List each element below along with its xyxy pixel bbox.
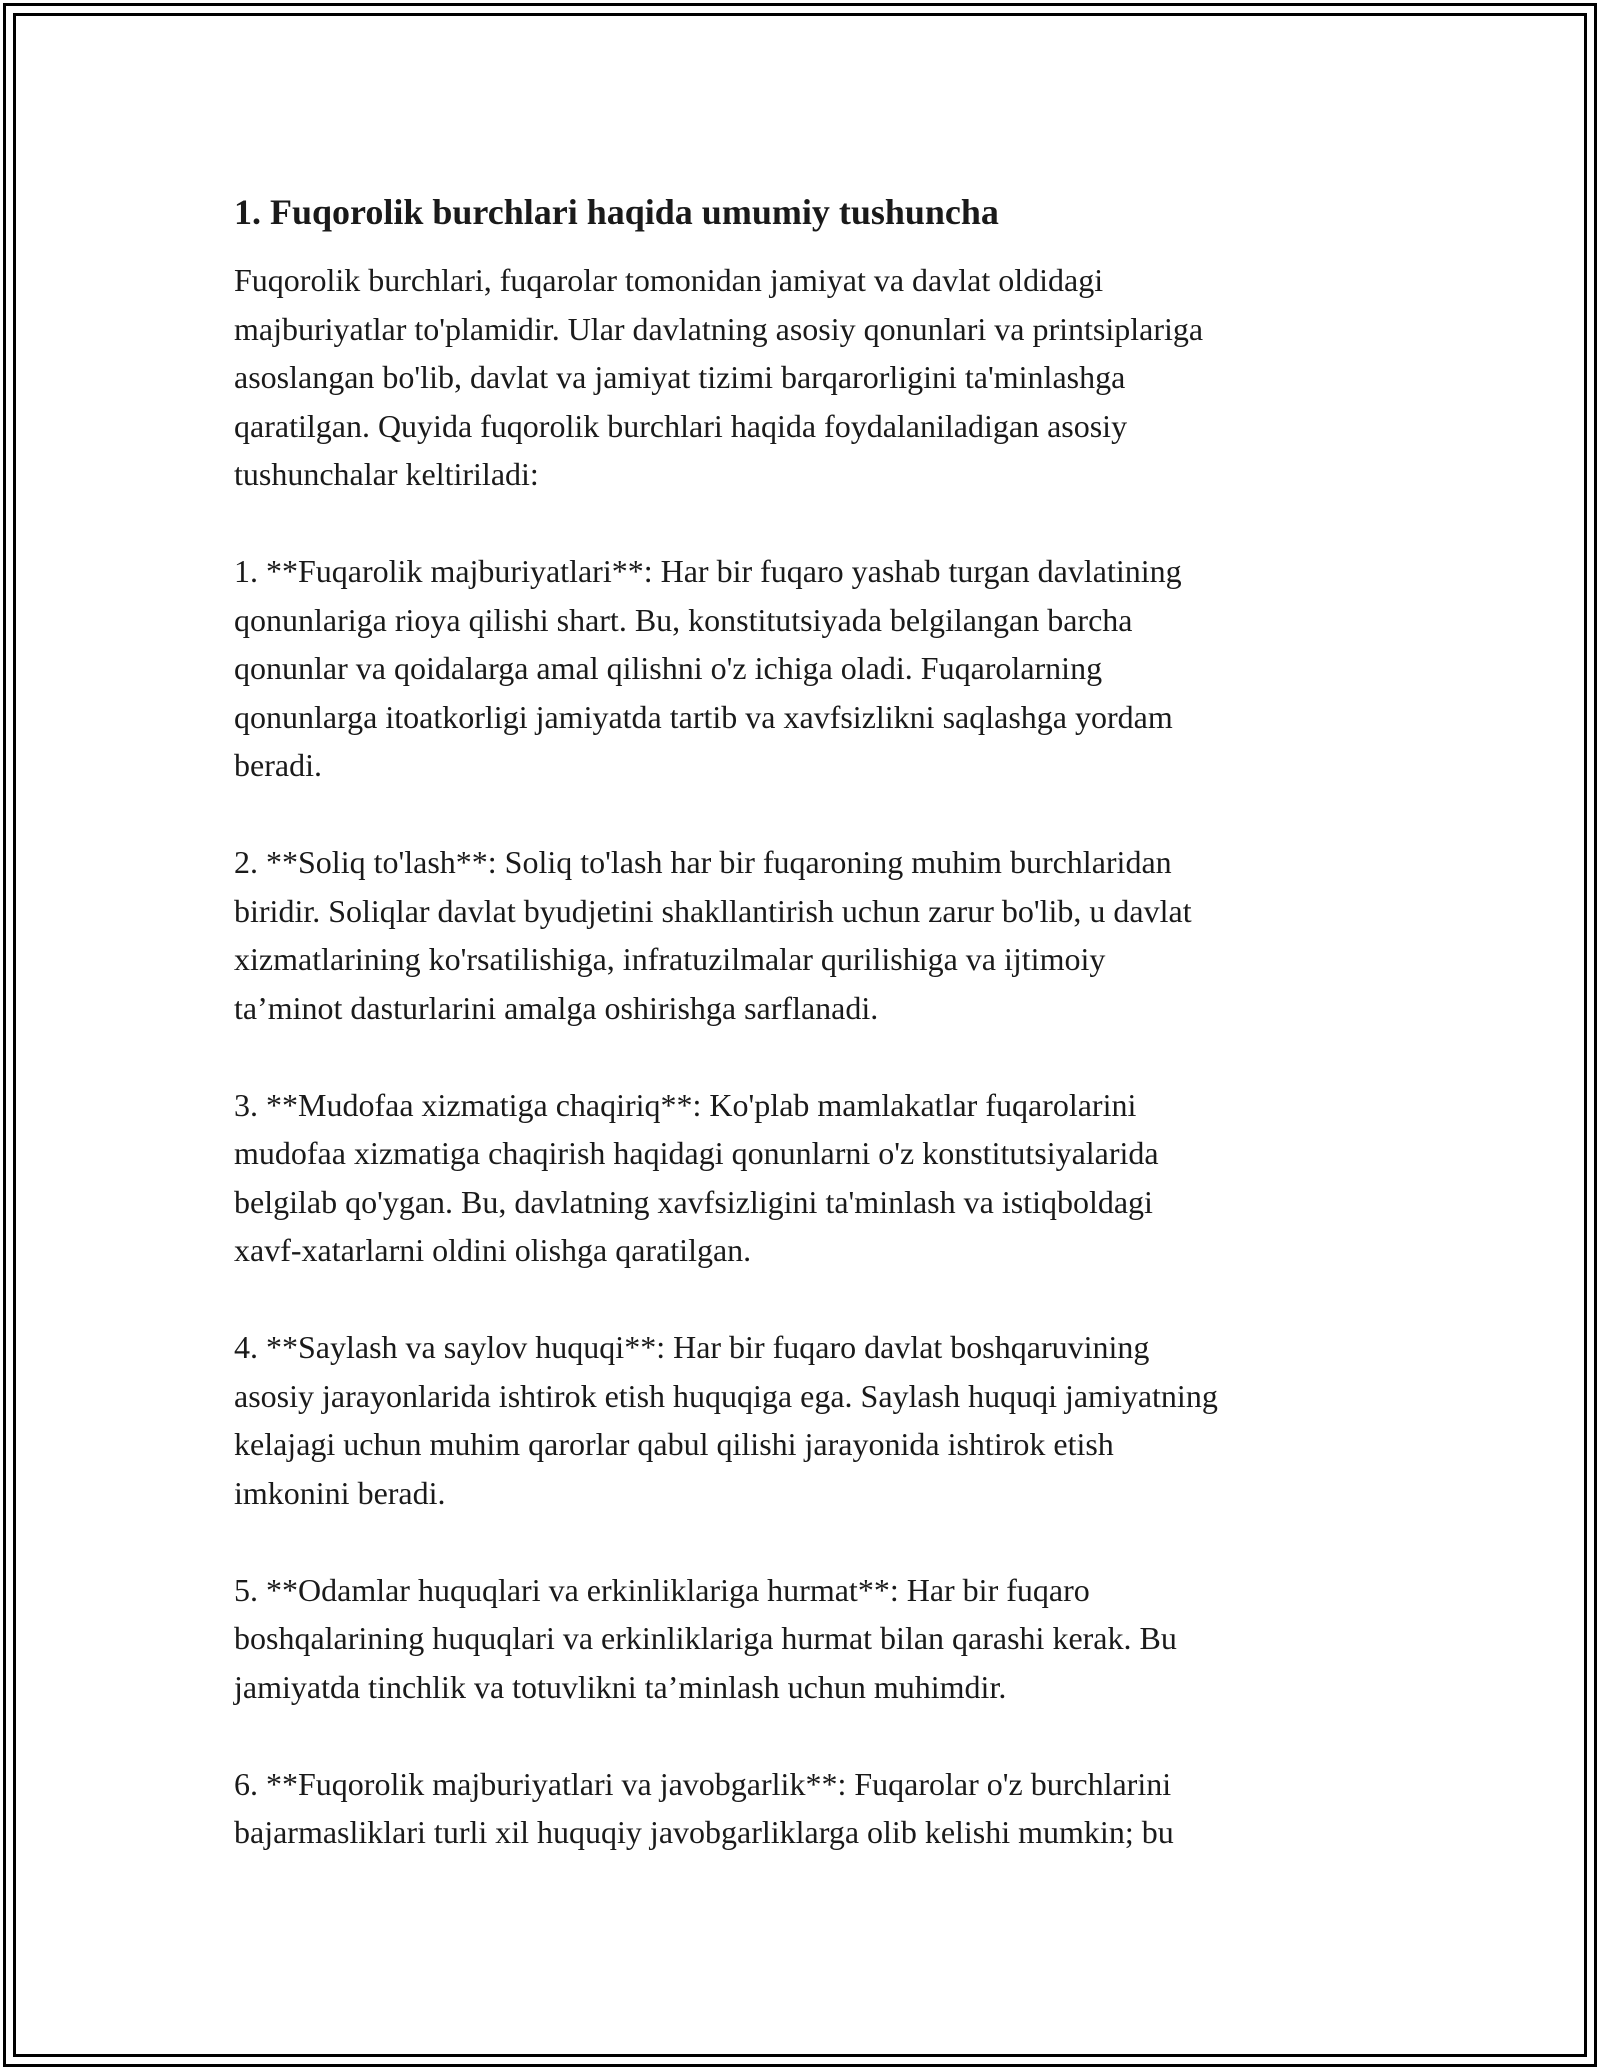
text-line: boshqalarining huquqlari va erkinliklariga hurmat bilan qarashi kerak. Bu: [234, 1620, 1177, 1656]
text-line: tushunchalar keltiriladi:: [234, 456, 539, 492]
text-line: qonunlariga rioya qilishi shart. Bu, konstitutsiyada belgilangan barcha: [234, 601, 1133, 638]
document-body: [234, 188, 1394, 1905]
text-line: mudofaa xizmatiga chaqirish haqidagi qonunlarni o'z konstitutsiyalarida: [234, 1135, 1159, 1171]
text-line: qonunlar va qoidalarga amal qilishni o'z ichiga oladi. Fuqarolarning: [234, 650, 1103, 686]
text-line: biridir. Soliqlar davlat byudjetini shakllantirish uchun zarur bo'lib, u davlat: [234, 892, 1192, 929]
text-line: 4. **Saylash va saylov huquqi**: Har bir fuqaro davlat boshqaruvining: [234, 1329, 1150, 1365]
text-line: asoslangan bo'lib, davlat va jamiyat tizimi barqarorligini ta'minlashga: [234, 359, 1126, 395]
section-heading: 1. Fuqorolik burchlari haqida umumiy tushuncha: [234, 192, 999, 232]
list-item-defense-service: [234, 1081, 1394, 1275]
text-line: 3. **Mudofaa xizmatiga chaqiriq**: Ko'plab mamlakatlar fuqarolarini: [234, 1086, 1137, 1123]
text-line: 1. **Fuqarolik majburiyatlari**: Har bir fuqaro yashab turgan davlatining: [234, 553, 1182, 589]
text-line: ta’minot dasturlarini amalga oshirishga sarflanadi.: [234, 989, 879, 1026]
list-item-responsibility: [234, 1760, 1394, 1857]
text-line: Fuqorolik burchlari, fuqarolar tomonidan jamiyat va davlat oldidagi: [234, 262, 1104, 298]
text-line: jamiyatda tinchlik va totuvlikni ta’minlash uchun muhimdir.: [234, 1668, 1007, 1705]
list-item-respect-rights: [234, 1566, 1394, 1712]
intro-paragraph: [234, 256, 1394, 499]
text-line: xizmatlarining ko'rsatilishiga, infratuzilmalar qurilishiga va ijtimoiy: [234, 941, 1106, 977]
text-line: majburiyatlar to'plamidir. Ular davlatning asosiy qonunlari va printsiplariga: [234, 310, 1204, 347]
text-line: qaratilgan. Quyida fuqorolik burchlari haqida foydalaniladigan asosiy: [234, 407, 1128, 444]
text-line: kelajagi uchun muhim qarorlar qabul qilishi jarayonida ishtirok etish: [234, 1426, 1114, 1462]
text-line: belgilab qo'ygan. Bu, davlatning xavfsizligini ta'minlash va istiqboldagi: [234, 1183, 1153, 1220]
text-line: beradi.: [234, 747, 322, 783]
text-line: 2. **Soliq to'lash**: Soliq to'lash har bir fuqaroning muhim burchlaridan: [234, 844, 1172, 880]
text-line: 5. **Odamlar huquqlari va erkinliklariga hurmat**: Har bir fuqaro: [234, 1571, 1090, 1608]
text-line: bajarmasliklari turli xil huquqiy javobgarliklarga olib kelishi mumkin; bu: [234, 1814, 1174, 1850]
text-line: asosiy jarayonlarida ishtirok etish huquqiga ega. Saylash huquqi jamiyatning: [234, 1377, 1218, 1414]
text-line: xavf-xatarlarni oldini olishga qaratilgan.: [234, 1232, 752, 1268]
list-item-civic-duties: [234, 547, 1394, 790]
text-line: imkonini beradi.: [234, 1474, 446, 1511]
list-item-tax-payment: [234, 838, 1394, 1032]
list-item-voting-rights: [234, 1323, 1394, 1517]
text-line: qonunlarga itoatkorligi jamiyatda tartib va xavfsizlikni saqlashga yordam: [234, 698, 1173, 735]
text-line: 6. **Fuqorolik majburiyatlari va javobgarlik**: Fuqarolar o'z burchlarini: [234, 1765, 1172, 1802]
